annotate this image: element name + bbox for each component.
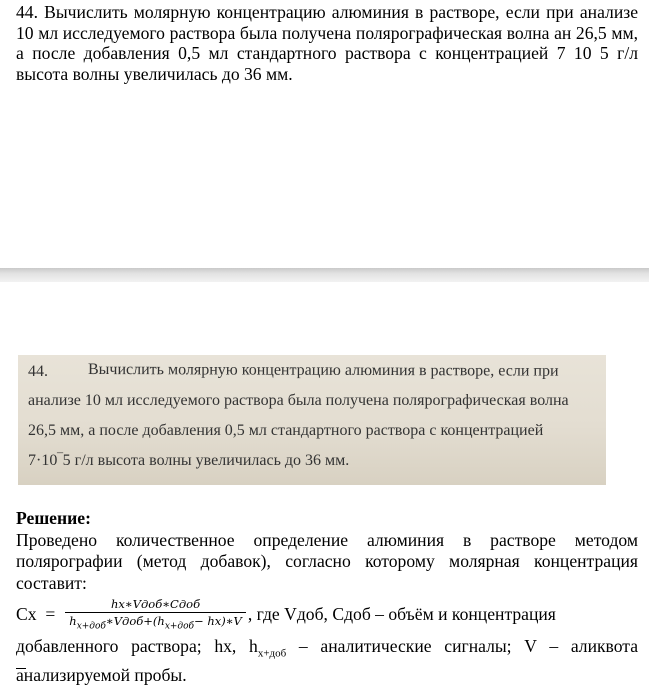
formula-numerator: hx∗Vдоб∗Cдоб [111,596,201,611]
cut-off-line [16,668,26,677]
formula-lhs: Cx = [16,604,56,625]
page-separator [0,268,649,282]
solution-continuation: добавленного раствора; hx, $h_{x+доб}$ – аналитические сигналы; V – аликвота анализируемой пробы. [16,636,638,686]
photo-line-1: Вычислить молярную концентрацию алюминия в растворе, если при [87,361,559,380]
photo-line-4: 7·10‾5 г/л высота волны увеличилась до 36 мм. [28,452,350,469]
problem-text: 44. Вычислить молярную концентрацию алюминия в растворе, если при анализе 10 мл исследуемого раствора была получена полярографическая волна ан 26,5 мм, а после добавления 0,5 мл стандартного раствора с концентрацией 7 10 5 г/л высота волны увеличилась до 36 мм. [16,2,638,84]
photo-number: 44. [28,363,48,380]
solution [16,508,638,687]
problem-photo [18,355,606,485]
formula-fraction [65,597,246,633]
solution-intro: Проведено количественное определение алюминия в растворе методом полярографии (метод добавок), согласно которому молярная концентрация составит: [16,529,638,593]
photo-line-2: анализе 10 мл исследуемого раствора была получена полярографическая волна [28,392,569,409]
solution-title: Решение: [16,508,91,528]
formula-denominator: $h_{x+доб}∗Vдоб+(h_{x+доб}-$ hx)∗V [65,612,246,633]
formula-explanation: , где Vдоб, Cдоб – объём и концентрация [247,604,556,625]
page-top [0,0,649,268]
formula-line [16,594,638,636]
photo-line-3: 26,5 мм, а после добавления 0,5 мл стандартного раствора с концентрацией [28,422,544,439]
